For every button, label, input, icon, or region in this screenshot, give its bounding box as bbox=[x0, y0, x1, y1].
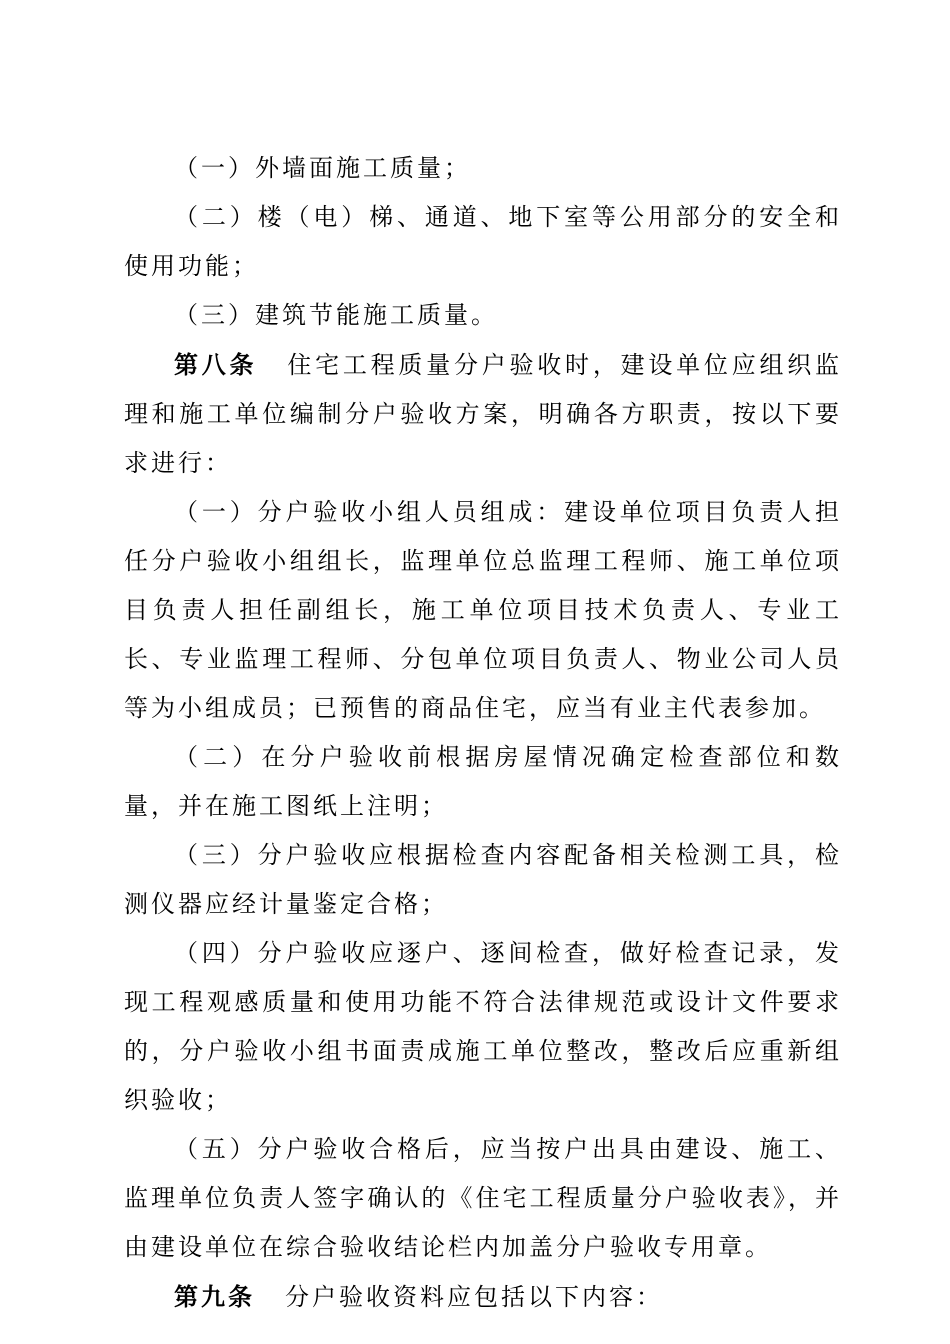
paragraph-8 bbox=[124, 929, 842, 1125]
paragraph-text: （二）楼（电）梯、通道、地下室等公用部分的安全和使用功能； bbox=[124, 203, 842, 280]
paragraph-text: （五）分户验收合格后，应当按户出具由建设、施工、监理单位负责人签字确认的《住宅工程质量分户验收表》，并由建设单位在综合验收结论栏内加盖分户验收专用章。 bbox=[124, 1135, 842, 1261]
article-9-paragraph bbox=[124, 1272, 842, 1322]
paragraph-text: （三）建筑节能施工质量。 bbox=[174, 301, 498, 329]
paragraph-text: 分户验收资料应包括以下内容： bbox=[285, 1283, 663, 1311]
paragraph-text: 住宅工程质量分户验收时，建设单位应组织监理和施工单位编制分户验收方案，明确各方职责，按以下要求进行： bbox=[124, 351, 843, 477]
paragraph-7 bbox=[124, 831, 842, 929]
paragraph-5 bbox=[124, 488, 842, 733]
article-number: 第八条 bbox=[174, 350, 258, 379]
document-body bbox=[124, 144, 842, 1322]
paragraph-3 bbox=[124, 291, 842, 340]
paragraph-text: （二）在分户验收前根据房屋情况确定检查部位和数量，并在施工图纸上注明； bbox=[124, 743, 842, 820]
paragraph-1 bbox=[124, 144, 842, 193]
article-8-paragraph bbox=[124, 340, 842, 488]
article-number: 第九条 bbox=[174, 1282, 255, 1311]
paragraph-text: （一）外墙面施工质量； bbox=[174, 154, 471, 182]
paragraph-text: （三）分户验收应根据检查内容配备相关检测工具，检测仪器应经计量鉴定合格； bbox=[124, 841, 842, 918]
paragraph-2 bbox=[124, 193, 842, 291]
paragraph-6 bbox=[124, 733, 842, 831]
paragraph-text: （一）分户验收小组人员组成：建设单位项目负责人担任分户验收小组组长，监理单位总监理工程师、施工单位项目负责人担任副组长，施工单位项目技术负责人、专业工长、专业监理工程师、分包单位项目负责人、物业公司人员等为小组成员；已预售的商品住宅，应当有业主代表参加。 bbox=[124, 498, 842, 722]
paragraph-text: （四）分户验收应逐户、逐间检查，做好检查记录，发现工程观感质量和使用功能不符合法律规范或设计文件要求的，分户验收小组书面责成施工单位整改，整改后应重新组织验收； bbox=[124, 939, 842, 1114]
paragraph-9 bbox=[124, 1125, 842, 1272]
